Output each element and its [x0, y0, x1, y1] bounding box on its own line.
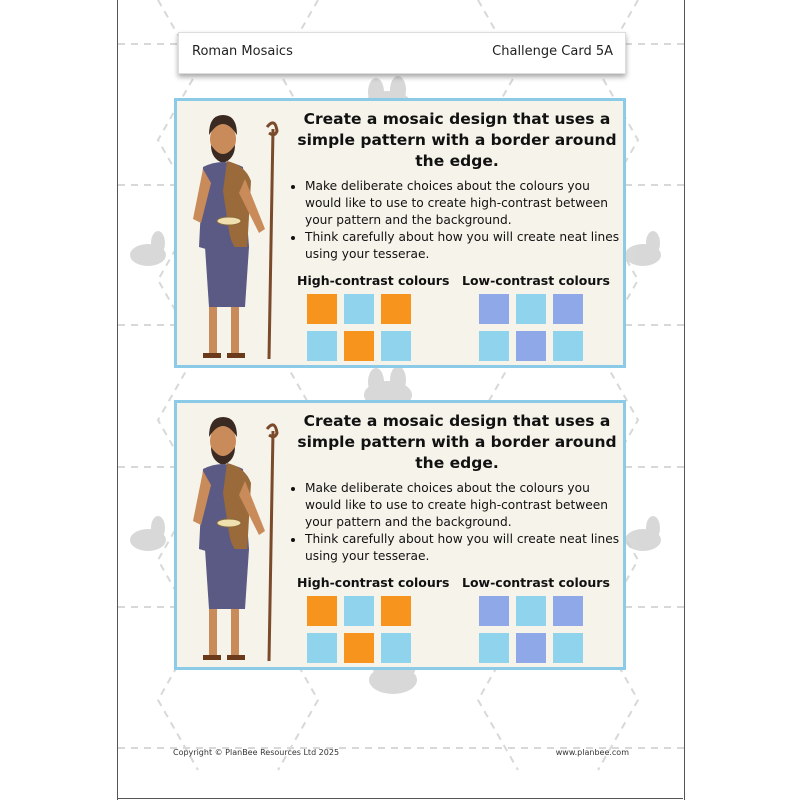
- instructions-list: [289, 480, 625, 565]
- colour-swatch: [479, 596, 509, 626]
- colour-swatch: [307, 633, 337, 663]
- worksheet-page: [117, 0, 685, 800]
- colour-swatch: [479, 633, 509, 663]
- high-contrast-swatches: [307, 596, 417, 664]
- copyright-text: Copyright © PlanBee Resources Ltd 2025: [173, 748, 340, 757]
- low-contrast-label: Low-contrast colours: [462, 273, 610, 288]
- challenge-card-label: Challenge Card 5A: [492, 44, 613, 59]
- high-contrast-swatches: [307, 294, 417, 362]
- colour-swatch: [381, 596, 411, 626]
- colour-swatch: [381, 331, 411, 361]
- colour-swatch: [307, 331, 337, 361]
- colour-swatch: [516, 633, 546, 663]
- colour-swatch: [381, 294, 411, 324]
- resource-title: Roman Mosaics: [192, 44, 293, 59]
- colour-swatch: [553, 596, 583, 626]
- low-contrast-label: Low-contrast colours: [462, 575, 610, 590]
- colour-swatch: [344, 633, 374, 663]
- low-contrast-swatches: [479, 294, 589, 362]
- instructions-list: [289, 178, 625, 263]
- list-item: • Think carefully about how you will create neat lines using your tesserae.: [305, 531, 625, 565]
- list-item: • Think carefully about how you will create neat lines using your tesserae.: [305, 229, 625, 263]
- low-contrast-swatches: [479, 596, 589, 664]
- list-item: • Make deliberate choices about the colours you would like to use to create high-contrast between your pattern and the background.: [305, 480, 625, 531]
- page-border: [117, 798, 683, 799]
- colour-swatch: [553, 294, 583, 324]
- colour-swatch: [344, 596, 374, 626]
- colour-swatch: [344, 294, 374, 324]
- colour-swatch: [307, 294, 337, 324]
- colour-swatch: [381, 633, 411, 663]
- page-header: [178, 32, 626, 74]
- high-contrast-label: High-contrast colours: [297, 273, 450, 288]
- roman-man-illustration: [185, 109, 285, 363]
- colour-swatch: [307, 596, 337, 626]
- colour-swatch: [553, 331, 583, 361]
- high-contrast-label: High-contrast colours: [297, 575, 450, 590]
- card-title: Create a mosaic design that uses a simple pattern with a border around the edge.: [297, 412, 617, 472]
- colour-swatch: [479, 294, 509, 324]
- colour-swatch: [516, 331, 546, 361]
- roman-man-illustration: [185, 411, 285, 665]
- list-item: • Make deliberate choices about the colours you would like to use to create high-contrast between your pattern and the background.: [305, 178, 625, 229]
- colour-swatch: [516, 596, 546, 626]
- colour-swatch: [553, 633, 583, 663]
- colour-swatch: [479, 331, 509, 361]
- website-link[interactable]: www.planbee.com: [555, 748, 629, 757]
- card-title: Create a mosaic design that uses a simple pattern with a border around the edge.: [297, 110, 617, 170]
- colour-swatch: [344, 331, 374, 361]
- challenge-card: [174, 98, 626, 368]
- challenge-card: [174, 400, 626, 670]
- colour-swatch: [516, 294, 546, 324]
